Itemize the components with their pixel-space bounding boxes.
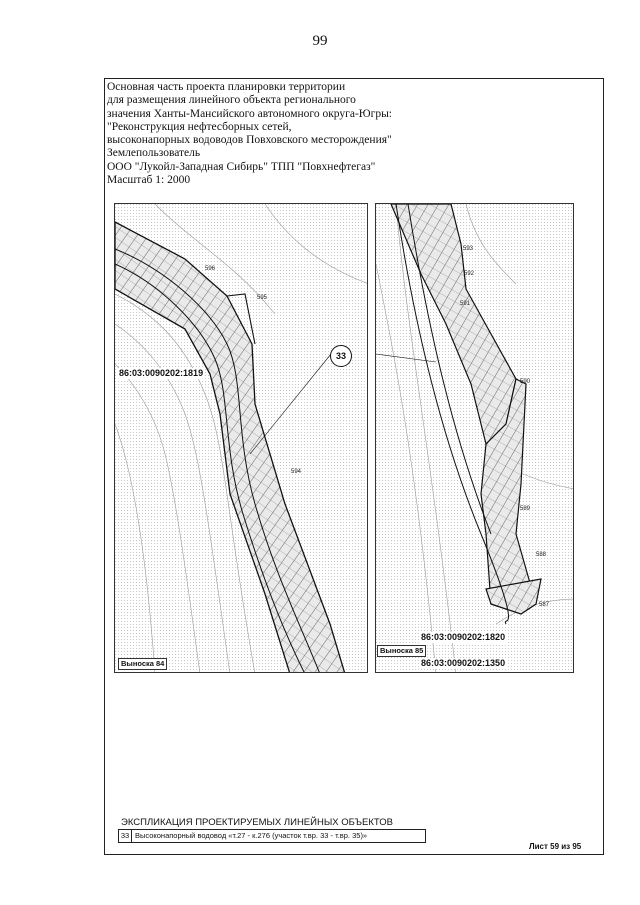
point-label-594: 594 xyxy=(291,469,302,475)
point-label-595: 595 xyxy=(257,295,268,301)
object-marker-33: 33 xyxy=(330,345,352,367)
point-label-589: 589 xyxy=(520,506,531,512)
header-line-6: Землепользователь xyxy=(107,147,201,160)
point-label-590: 590 xyxy=(520,379,531,385)
legend-title: ЭКСПЛИКАЦИЯ ПРОЕКТИРУЕМЫХ ЛИНЕЙНЫХ ОБЪЕКТОВ xyxy=(121,817,394,828)
header-line-4: "Реконструкция нефтесборных сетей, xyxy=(107,120,292,133)
header-line-5: высоконапорных водоводов Повховского месторождения" xyxy=(107,134,392,147)
callout-label-84: Выноска 84 xyxy=(118,658,167,670)
cadastral-label-1819: 86:03:0090202:1819 xyxy=(119,368,204,378)
point-label-591: 591 xyxy=(460,301,471,307)
map-callout-84 xyxy=(114,203,368,673)
legend-object-number: 33 xyxy=(119,830,132,842)
map-callout-85 xyxy=(375,203,574,673)
header-line-3: значения Ханты-Мансийского автономного округа-Югры: xyxy=(107,107,392,120)
drawing-header xyxy=(107,81,392,187)
sheet-number: Лист 59 из 95 xyxy=(529,842,582,851)
point-label-592: 592 xyxy=(464,271,475,277)
point-label-588: 588 xyxy=(536,552,547,558)
callout-label-85: Выноска 85 xyxy=(377,645,426,657)
point-label-596: 596 xyxy=(205,266,216,272)
legend-object-description: Высоконапорный водовод «т.27 - к.276 (участок т.вр. 33 - т.вр. 35)» xyxy=(135,831,368,840)
header-line-8: Масштаб 1: 2000 xyxy=(107,174,191,187)
legend-table-row xyxy=(118,829,426,843)
cadastral-label-1350: 86:03:0090202:1350 xyxy=(421,658,506,668)
header-line-2: для размещения линейного объекта регионального xyxy=(107,94,356,107)
map-84-drawing xyxy=(115,204,368,673)
point-label-593: 593 xyxy=(463,246,474,252)
header-line-1: Основная часть проекта планировки территории xyxy=(107,81,346,93)
point-label-587: 587 xyxy=(539,602,550,608)
cadastral-label-1820: 86:03:0090202:1820 xyxy=(421,632,506,642)
page-number: 99 xyxy=(312,33,328,49)
header-line-7: ООО "Лукойл-Западная Сибирь" ТПП "Повхнефтегаз" xyxy=(107,160,376,173)
